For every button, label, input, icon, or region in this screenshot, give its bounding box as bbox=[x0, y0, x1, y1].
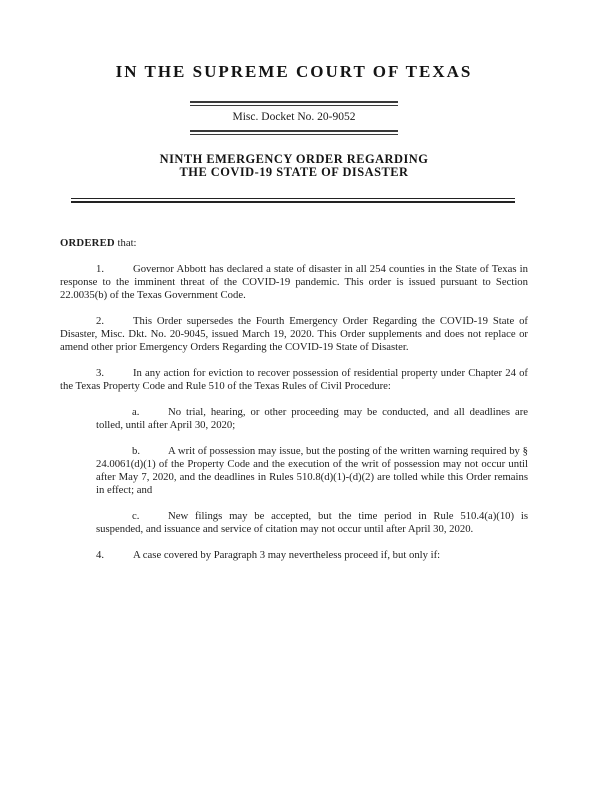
order-title-line2: THE COVID-19 STATE OF DISASTER bbox=[179, 165, 409, 179]
ordered-clause bbox=[60, 237, 528, 250]
paragraph-3-number: 3. bbox=[96, 367, 105, 379]
paragraph-4 bbox=[60, 549, 528, 562]
paragraph-2 bbox=[60, 315, 528, 354]
paragraph-3 bbox=[60, 367, 528, 393]
subparagraph-c bbox=[96, 510, 528, 536]
subparagraph-b-letter: b. bbox=[132, 445, 141, 457]
paragraph-4-text: A case covered by Paragraph 3 may nevertheless proceed if, but only if: bbox=[133, 549, 441, 561]
subparagraph-b-text: A writ of possession may issue, but the posting of the written warning required by § 24.0061(d)(1) of the Property Code and the execution of the writ of possession may not occur until after May 7, 2020, and the deadlines in Rules 510.8(d)(1)-(d)(2) are tolled while this Order remains in effect; and bbox=[96, 445, 528, 496]
header-section-rule bbox=[71, 198, 515, 203]
subparagraph-a bbox=[96, 406, 528, 432]
paragraph-3-text: In any action for eviction to recover possession of residential property under Chapter 24 of the Texas Property Code and Rule 510 of the Texas Rules of Civil Procedure: bbox=[60, 367, 528, 392]
order-title bbox=[60, 153, 528, 179]
ordered-rest: that: bbox=[114, 237, 137, 249]
ordered-label: ORDERED bbox=[60, 237, 115, 249]
subparagraph-a-letter: a. bbox=[132, 406, 140, 418]
subparagraph-c-text: New filings may be accepted, but the time period in Rule 510.4(a)(10) is suspended, and issuance and service of citation may not occur until after April 30, 2020. bbox=[96, 510, 528, 535]
paragraph-1 bbox=[60, 263, 528, 302]
court-title: IN THE SUPREME COURT OF TEXAS bbox=[115, 62, 473, 81]
subparagraph-b bbox=[96, 445, 528, 497]
subparagraph-a-text: No trial, hearing, or other proceeding may be conducted, and all deadlines are tolled, until after April 30, 2020; bbox=[96, 406, 528, 431]
order-title-line1: NINTH EMERGENCY ORDER REGARDING bbox=[159, 152, 429, 166]
paragraph-2-text: This Order supersedes the Fourth Emergency Order Regarding the COVID-19 State of Disaster, Misc. Dkt. No. 20-9045, issued March 19, 2020. This Order supplements and does not replace or amend other prior Emergency Orders Regarding the COVID-19 State of Disaster. bbox=[60, 315, 528, 353]
subparagraph-c-letter: c. bbox=[132, 510, 140, 522]
docket-number: Misc. Docket No. 20-9052 bbox=[232, 111, 356, 123]
docket-rule-bottom bbox=[190, 130, 398, 135]
paragraph-2-number: 2. bbox=[96, 315, 105, 327]
paragraph-1-number: 1. bbox=[96, 263, 105, 275]
docket-box bbox=[190, 101, 398, 135]
paragraph-1-text: Governor Abbott has declared a state of disaster in all 254 counties in the State of Texas in response to the imminent threat of the COVID-19 pandemic. This order is issued pursuant to Section 22.0035(b) of the Texas Government Code. bbox=[60, 263, 528, 301]
order-body bbox=[60, 237, 528, 562]
paragraph-4-number: 4. bbox=[96, 549, 105, 561]
